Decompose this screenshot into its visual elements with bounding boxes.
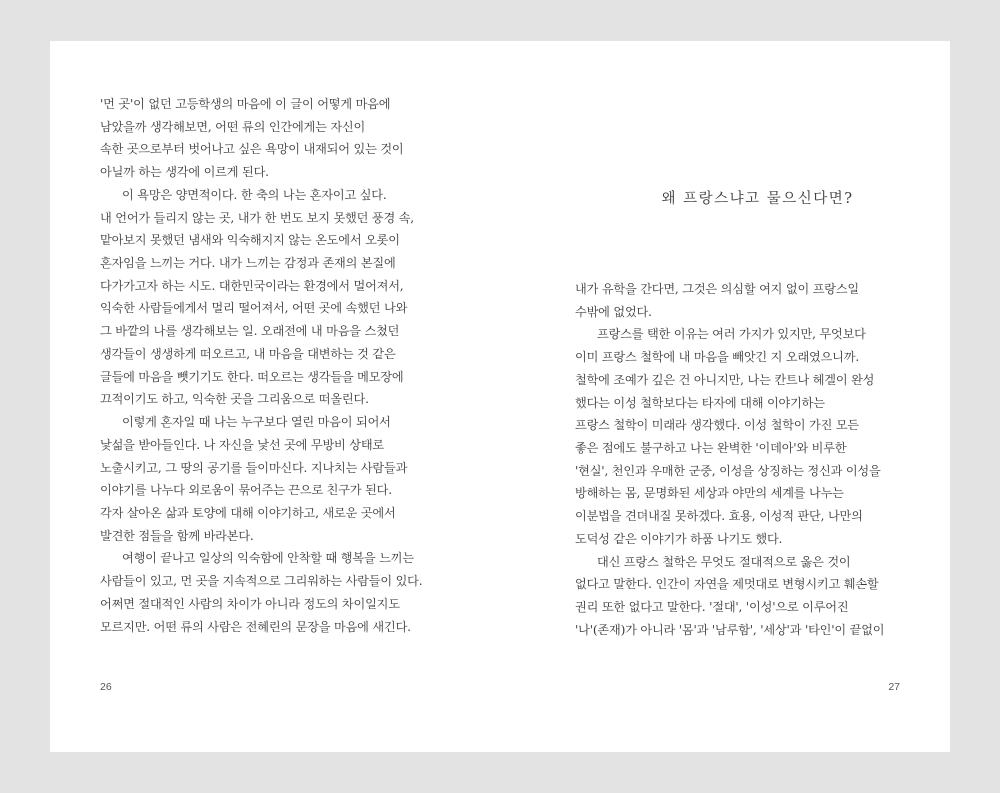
text-line: 다가가고자 하는 시도. 대한민국이라는 환경에서 멀어져서, xyxy=(100,278,404,293)
text-line: 아닐까 하는 생각에 이르게 된다. xyxy=(100,165,269,180)
text-line: '나'(존재)가 아니라 '몸'과 '남루함', '세상'과 '타인'이 끝없이 xyxy=(575,622,885,637)
text-line: '현실', 천인과 우매한 군중, 이성을 상징하는 정신과 이성을 xyxy=(575,463,881,478)
text-line: 노출시키고, 그 땅의 공기를 들이마신다. 지나치는 사람들과 xyxy=(100,460,408,475)
text-line: 프랑스를 택한 이유는 여러 가지가 있지만, 무엇보다 xyxy=(597,327,866,342)
page-number-right: 27 xyxy=(888,681,900,693)
text-line: 권리 또한 없다고 말한다. '절대', '이성'으로 이루어진 xyxy=(575,600,849,615)
text-line: 발견한 점들을 함께 바라본다. xyxy=(100,528,254,543)
text-line: 익숙한 사람들에게서 멀리 떨어져서, 어떤 곳에 속했던 나와 xyxy=(100,301,408,316)
text-line: 여행이 끝나고 일상의 익숙함에 안착할 때 행복을 느끼는 xyxy=(122,551,414,566)
text-line: 이미 프랑스 철학에 내 마음을 빼앗긴 지 오래였으니까. xyxy=(575,350,860,365)
text-line: 방해하는 몸, 문명화된 세상과 야만의 세계를 나누는 xyxy=(575,486,844,501)
text-line: 철학에 조예가 깊은 건 아니지만, 나는 칸트나 헤겔이 완성 xyxy=(575,372,875,387)
right-page xyxy=(500,41,950,752)
text-line: 끄적이기도 하고, 익숙한 곳을 그리움으로 떠올린다. xyxy=(100,392,369,407)
text-line: 도덕성 같은 이야기가 하품 나기도 했다. xyxy=(575,531,783,546)
text-line: 남았을까 생각해보면, 어떤 류의 인간에게는 자신이 xyxy=(100,119,366,134)
text-line: 사람들이 있고, 먼 곳을 지속적으로 그리워하는 사람들이 있다. xyxy=(100,574,423,589)
text-line: 이야기를 나누다 외로움이 묶어주는 끈으로 친구가 된다. xyxy=(100,483,392,498)
text-line: 낯섦을 받아들인다. 나 자신을 낯선 곳에 무방비 상태로 xyxy=(100,437,385,452)
left-page-body-text xyxy=(100,93,480,638)
left-page xyxy=(50,41,500,752)
text-line: 모르지만. 어떤 류의 사람은 전혜린의 문장을 마음에 새긴다. xyxy=(100,619,411,634)
text-line: 맡아보지 못했던 냄새와 익숙해지지 않는 온도에서 오롯이 xyxy=(100,233,400,248)
text-line: 좋은 점에도 불구하고 나는 완벽한 '이데아'와 비루한 xyxy=(575,441,847,456)
text-line: 글들에 마음을 뺏기기도 한다. 떠오르는 생각들을 메모장에 xyxy=(100,369,404,384)
page-number-left: 26 xyxy=(100,681,112,693)
text-line: 생각들이 생생하게 떠오르고, 내 마음을 대변하는 것 같은 xyxy=(100,346,396,361)
text-line: 내 언어가 들리지 않는 곳, 내가 한 번도 보지 못했던 풍경 속, xyxy=(100,210,414,225)
text-line: 내가 유학을 간다면, 그것은 의심할 여지 없이 프랑스일 xyxy=(575,282,860,296)
text-line: 수밖에 없었다. xyxy=(575,304,652,319)
text-line: 했다는 이성 철학보다는 타자에 대해 이야기하는 xyxy=(575,395,825,410)
text-line: 속한 곳으로부터 벗어나고 싶은 욕망이 내재되어 있는 것이 xyxy=(100,142,404,157)
chapter-title: 왜 프랑스냐고 물으신다면? xyxy=(661,191,854,207)
text-line: 이 욕망은 양면적이다. 한 축의 나는 혼자이고 싶다. xyxy=(122,187,387,202)
book-spread xyxy=(50,41,950,752)
text-line: 이렇게 혼자일 때 나는 누구보다 열린 마음이 되어서 xyxy=(122,415,391,430)
text-line: 각자 살아온 삶과 토양에 대해 이야기하고, 새로운 곳에서 xyxy=(100,505,396,520)
text-line: 혼자임을 느끼는 거다. 내가 느끼는 감정과 존재의 본질에 xyxy=(100,256,396,271)
text-line: '먼 곳'이 없던 고등학생의 마음에 이 글이 어떻게 마음에 xyxy=(100,97,391,111)
text-line: 이분법을 견뎌내질 못하겠다. 효용, 이성적 판단, 나만의 xyxy=(575,509,863,524)
text-line: 프랑스 철학이 미래라 생각했다. 이성 철학이 가진 모든 xyxy=(575,418,860,433)
text-line: 없다고 말한다. 인간이 자연을 제멋대로 변형시키고 훼손할 xyxy=(575,577,879,592)
text-line: 대신 프랑스 철학은 무엇도 절대적으로 옳은 것이 xyxy=(597,554,851,569)
text-line: 그 바깥의 나를 생각해보는 일. 오래전에 내 마음을 스쳤던 xyxy=(100,324,400,339)
text-line: 어쩌면 절대적인 사람의 차이가 아니라 정도의 차이일지도 xyxy=(100,596,400,611)
right-page-body-text xyxy=(575,278,935,642)
